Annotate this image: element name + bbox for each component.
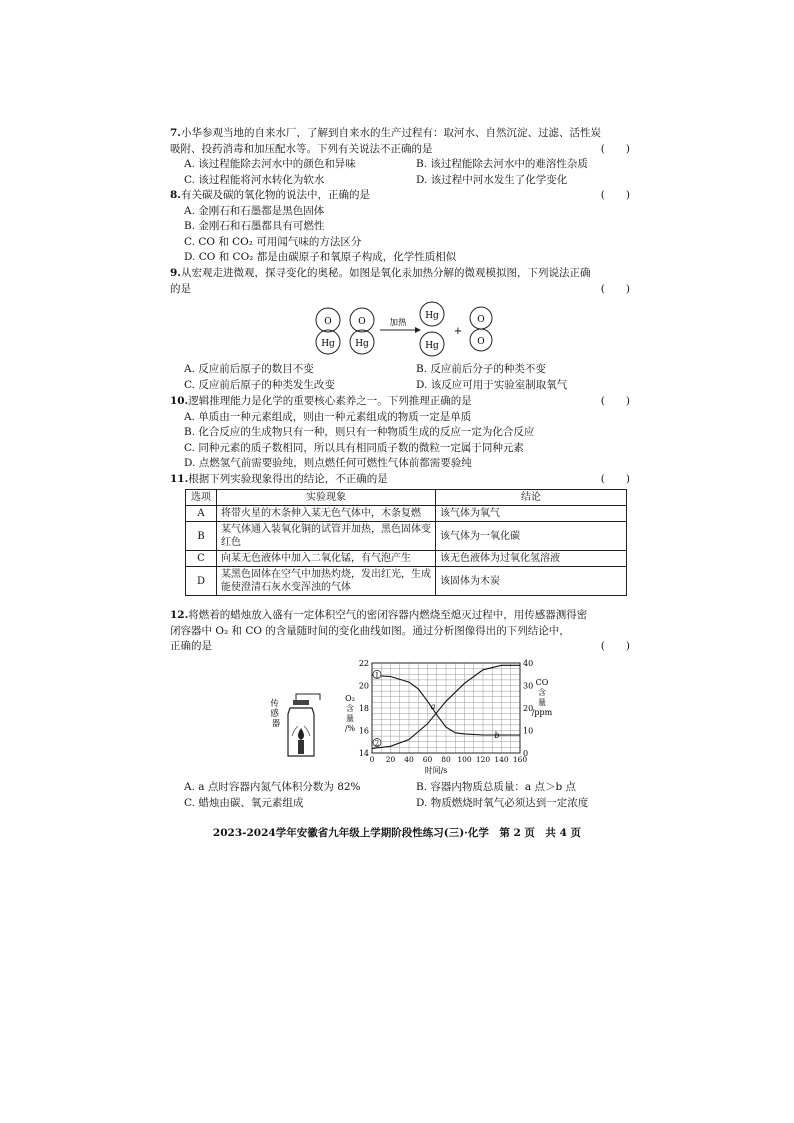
options [184,204,630,266]
table-row [186,551,627,567]
question-stem: 闭容器中 O₂ 和 CO 的含量随时间的变化曲线如图。通过分析图像得出的下列结论中， [170,624,570,637]
question-10 [170,394,630,472]
phenomenon-cell: 将带火星的木条伸入某无色气体中，木条复燃 [217,506,436,522]
y-left-tick-label: 16 [358,726,369,736]
option-a: A. 该过程能除去河水中的颜色和异味 [184,158,356,170]
point-label-b: b [494,731,500,740]
x-tick-label: 120 [475,755,491,764]
option-b: B. 容器内物质总质量：a 点＞b 点 [416,781,577,793]
phenomenon-cell: 向某无色液体中加入二氧化锰，有气泡产生 [217,551,436,567]
oxygen-atom-label: O [477,315,485,325]
question-9 [170,266,630,297]
reaction-arrow [380,317,421,333]
conclusion-cell: 该气体为一氧化碳 [436,522,627,551]
y-right-tick-label: 30 [523,681,534,691]
option-d: D. 物质燃烧时氧气必须达到一定浓度 [416,796,589,809]
y-right-tick-label: 0 [523,749,529,758]
oxygen-molecule [470,307,492,351]
mercury-atom [420,332,444,356]
y-right-label-part: 量 [538,698,546,707]
option-cell: D [186,567,217,596]
oxygen-atom-label: O [358,317,366,327]
question-stem: 根据下列实验现象得出的结论，不正确的是 [188,473,388,485]
options [184,410,630,472]
question-stem: 从宏观走进微观，探寻变化的奥秘。如图是氧化汞加热分解的微观模拟图，下列说法正确 [180,267,591,279]
y-left-axis-label [345,694,356,733]
option-d: D. 点燃氢气前需要验纯，则点燃任何可燃性气体前都需要验纯 [184,457,472,469]
option-c: C. 同种元素的质子数相同，所以具有相同质子数的微粒一定属于同种元素 [184,441,524,454]
question-8 [170,188,630,266]
page-footer: 2023-2024学年安徽省九年级上学期阶段性练习(三)·化学 第 2 页 共 4 页 [212,827,582,839]
question-stem: 吸附、投药消毒和加压配水等。下列有关说法不正确的是 [170,142,433,155]
options [184,362,630,393]
conclusion-cell: 该无色液体为过氧化氢溶液 [436,551,627,567]
option-c: C. CO 和 CO₂ 可用闻气味的方法区分 [184,235,362,248]
answer-bracket: ( ) [600,473,630,485]
y-right-label-part: CO [535,678,549,687]
option-a: A. 单质由一种元素组成，则由一种元素组成的物质一定是单质 [184,410,472,423]
options [184,157,630,188]
x-tick-label: 80 [441,755,451,764]
sensor-label-char-3: 器 [271,719,281,729]
y-left-label-part: /% [344,724,356,733]
y-left-tick-label: 18 [358,704,369,713]
question-11 [170,472,630,488]
question-number: 7. [170,127,181,139]
y-right-axis-label [532,678,553,717]
sensor-label-char-2: 感 [270,709,279,719]
y-right-tick-label: 20 [523,704,534,713]
question-9-options [170,362,630,393]
o2-co-content-chart [336,655,556,781]
column-header: 结论 [436,490,627,506]
question-stem: 将燃着的蜡烛放入盛有一定体积空气的密闭容器内燃烧至熄灭过程中，用传感器测得密 [188,609,588,621]
candle-flame-icon [298,728,304,740]
option-b: B. 反应前后分子的种类不变 [416,363,546,375]
option-a: A. 金刚石和石墨都是黑色固体 [184,204,325,217]
column-header: 选项 [186,490,217,506]
option-a: A. a 点时容器内氮气体积分数为 82% [184,781,361,793]
mercury-atom-label: Hg [355,339,369,349]
answer-bracket: ( ) [600,282,630,295]
answer-bracket: ( ) [600,640,630,652]
y-left-tick-label: 14 [358,749,369,758]
sensor-cap [293,700,309,705]
answer-bracket: ( ) [600,395,630,407]
option-b: B. 化合反应的生成物只有一种，则只有一种物质生成的反应一定为化合反应 [184,426,535,438]
option-c: C. 蜡烛由碳、氧元素组成 [184,796,304,809]
question-stem: 小华参观当地的自来水厂，了解到自来水的生产过程有：取河水、自然沉淀、过滤、活性炭 [180,127,601,139]
experiment-table [185,489,627,596]
x-tick-label: 140 [494,755,509,764]
conclusion-cell: 该固体为木炭 [436,567,627,596]
mercury-oxide-decomposition-diagram [310,300,510,360]
y-left-label-part: 量 [346,714,354,723]
option-cell: A [186,506,217,522]
mercury-atom [420,302,444,326]
phenomenon-cell: 某气体通入装氧化铜的试管并加热，黑色固体变红色 [217,522,436,551]
options [184,780,630,811]
mercury-atom-label: Hg [425,311,439,321]
option-cell: B [186,522,217,551]
mercury-atom-label: Hg [425,341,439,351]
option-c: C. 该过程能将河水转化为软水 [184,173,325,186]
y-right-tick-label: 40 [523,659,534,668]
question-7 [170,126,630,188]
table-header-row [186,490,627,506]
question-number: 12. [170,609,189,621]
x-tick-label: 100 [457,755,472,764]
table-row [186,567,627,596]
answer-bracket: ( ) [600,189,630,201]
option-b: B. 金刚石和石墨都具有可燃性 [184,220,325,232]
option-d: D. CO 和 CO₂ 都是由碳原子和氧原子构成，化学性质相似 [184,251,457,263]
x-axis-label: 时间/s [424,766,448,775]
x-tick-label: 40 [404,755,414,764]
sensor-label [270,698,281,729]
question-stem: 的是 [170,282,191,295]
option-d: D. 该反应可用于实验室制取氧气 [416,378,568,391]
option-b: B. 该过程能除去河水中的难溶性杂质 [416,158,588,170]
series-name-2: 2 [374,739,380,748]
y-right-label-part: 含 [538,688,546,697]
mercury-atom-label: Hg [321,339,335,349]
phenomenon-cell: 某黑色固体在空气中加热灼烧，发出红光，生成能使澄清石灰水变浑浊的气体 [217,567,436,596]
series-name-1: 1 [374,671,380,680]
option-c: C. 反应前后原子的种类发生改变 [184,378,335,391]
question-12-options [170,780,630,811]
plus-sign: + [453,326,463,337]
x-tick-label: 160 [512,755,528,764]
answer-bracket: ( ) [600,142,630,155]
question-stem: 逻辑推理能力是化学的重要核心素养之一。下列推理正确的是 [188,395,472,407]
question-stem: 正确的是 [170,640,212,652]
option-a: A. 反应前后原子的数目不变 [184,363,314,375]
sensor-apparatus-figure [268,690,330,762]
sensor-label-char-1: 传 [270,699,279,709]
hgo-molecule [316,308,340,354]
question-number: 9. [170,267,181,279]
y-left-tick-label: 22 [358,659,369,668]
x-tick-label: 0 [369,755,375,764]
y-left-label-part: O₂ [345,694,355,703]
conclusion-cell: 该气体为氧气 [436,506,627,522]
question-stem: 有关碳及碳的氧化物的说法中，正确的是 [180,189,370,201]
y-right-label-part: /ppm [531,708,553,717]
hgo-molecule [350,308,374,354]
question-number: 11. [170,473,189,485]
question-number: 10. [170,395,189,407]
table-row [186,506,627,522]
y-right-tick-label: 10 [523,726,534,736]
y-left-tick-label: 20 [358,681,369,691]
oxygen-atom-label: O [477,337,485,347]
candle-icon [298,740,304,754]
y-left-label-part: 含 [346,704,354,713]
x-tick-label: 60 [422,755,433,764]
column-header: 实验现象 [217,490,436,506]
question-number: 8. [170,189,181,201]
x-tick-label: 20 [385,755,396,764]
option-cell: C [186,551,217,567]
point-label-a: a [430,701,436,711]
table-row [186,522,627,551]
oxygen-atom-label: O [324,317,332,327]
heating-condition: 加热 [389,318,407,328]
option-d: D. 该过程中河水发生了化学变化 [416,173,568,186]
question-12 [170,608,630,655]
